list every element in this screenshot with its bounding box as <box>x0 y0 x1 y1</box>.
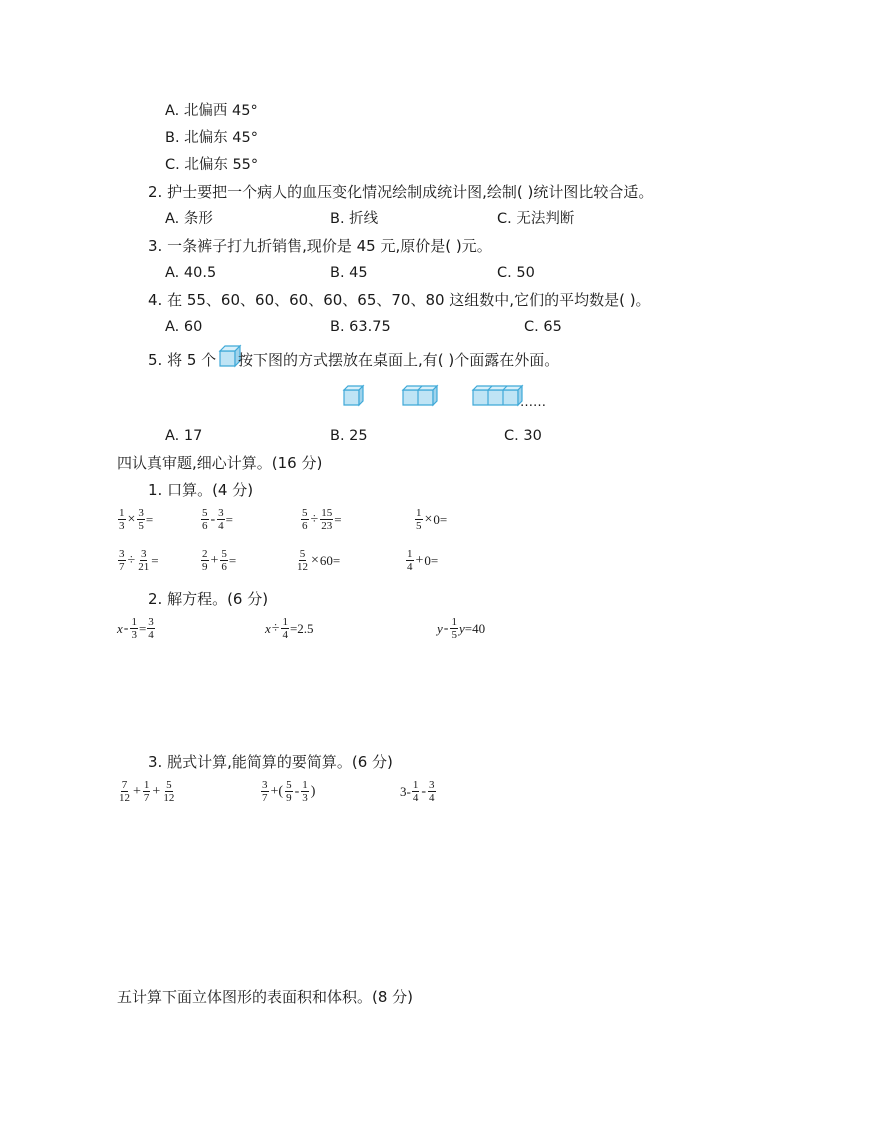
q1-option-b: B. 北偏东 45° <box>165 130 258 146</box>
oral-calc-8: $\frac{1}{4}$ + 0= <box>407 548 439 573</box>
equation-2: x ÷ $\frac{1}{4}$ =2.5 <box>265 616 314 641</box>
q2-text: 2. 护士要把一个病人的血压变化情况绘制成统计图,绘制( )统计图比较合适。 <box>148 183 654 201</box>
q2-option-a: A. 条形 <box>165 211 213 227</box>
equation-3: y - $\frac{1}{5}$ y =40 <box>437 616 486 641</box>
cube-figure-two <box>402 385 438 407</box>
cube-figure-one <box>343 385 365 407</box>
q4-text: 4. 在 55、60、60、60、60、65、70、80 这组数中,它们的平均数是( )。 <box>148 291 651 309</box>
q2-option-c: C. 无法判断 <box>497 211 575 227</box>
q5-option-b: B. 25 <box>330 428 368 444</box>
q3-option-a: A. 40.5 <box>165 265 217 281</box>
oral-calc-7: $\frac{5}{12}$ × 60= <box>297 548 341 573</box>
oral-calc-4: $\frac{1}{5}$ × 0= <box>416 507 448 532</box>
q3-option-c: C. 50 <box>497 265 535 281</box>
q5-text-after: 按下图的方式摆放在桌面上,有( )个面露在外面。 <box>238 351 560 369</box>
oral-calc-6: $\frac{2}{9}$ + $\frac{5}{6}$ = <box>202 548 237 573</box>
calc-expression-2: $\frac{3}{7}$ +( $\frac{5}{9}$ - $\frac{1}{3}$ ) <box>262 779 316 804</box>
q1-option-c: C. 北偏东 55° <box>165 157 259 173</box>
calc-expression-3: 3- $\frac{1}{4}$ - $\frac{3}{4}$ <box>400 779 435 804</box>
calc-expression-1: $\frac{7}{12}$ + $\frac{1}{7}$ + $\frac{5}{12}$ <box>119 779 175 804</box>
part2-title: 2. 解方程。(6 分) <box>148 590 269 608</box>
q5-text-before: 5. 将 5 个 <box>148 351 217 369</box>
q4-option-a: A. 60 <box>165 319 203 335</box>
oral-calc-1: $\frac{1}{3}$ × $\frac{3}{5}$ = <box>119 507 154 532</box>
oral-calc-3: $\frac{5}{6}$ ÷ $\frac{15}{23}$ = <box>302 507 342 532</box>
oral-calc-2: $\frac{5}{6}$ - $\frac{3}{4}$ = <box>202 507 234 532</box>
equation-1: x - $\frac{1}{3}$ = $\frac{3}{4}$ <box>117 616 154 641</box>
q3-text: 3. 一条裤子打九折销售,现价是 45 元,原价是( )元。 <box>148 237 492 255</box>
q5-option-a: A. 17 <box>165 428 203 444</box>
oral-calc-5: $\frac{3}{7}$ ÷ $\frac{3}{21}$ = <box>119 548 159 573</box>
part1-title: 1. 口算。(4 分) <box>148 481 254 499</box>
cube-figure-three <box>472 385 522 407</box>
q4-option-b: B. 63.75 <box>330 319 391 335</box>
q2-option-b: B. 折线 <box>330 211 379 227</box>
section4-title: 四认真审题,细心计算。(16 分) <box>117 454 323 472</box>
section5-title: 五计算下面立体图形的表面积和体积。(8 分) <box>117 988 414 1006</box>
part3-title: 3. 脱式计算,能简算的要简算。(6 分) <box>148 753 393 771</box>
q3-option-b: B. 45 <box>330 265 368 281</box>
q5-option-c: C. 30 <box>504 428 542 444</box>
q1-option-a: A. 北偏西 45° <box>165 103 258 119</box>
q5-ellipsis: …… <box>520 395 546 410</box>
q4-option-c: C. 65 <box>524 319 562 335</box>
